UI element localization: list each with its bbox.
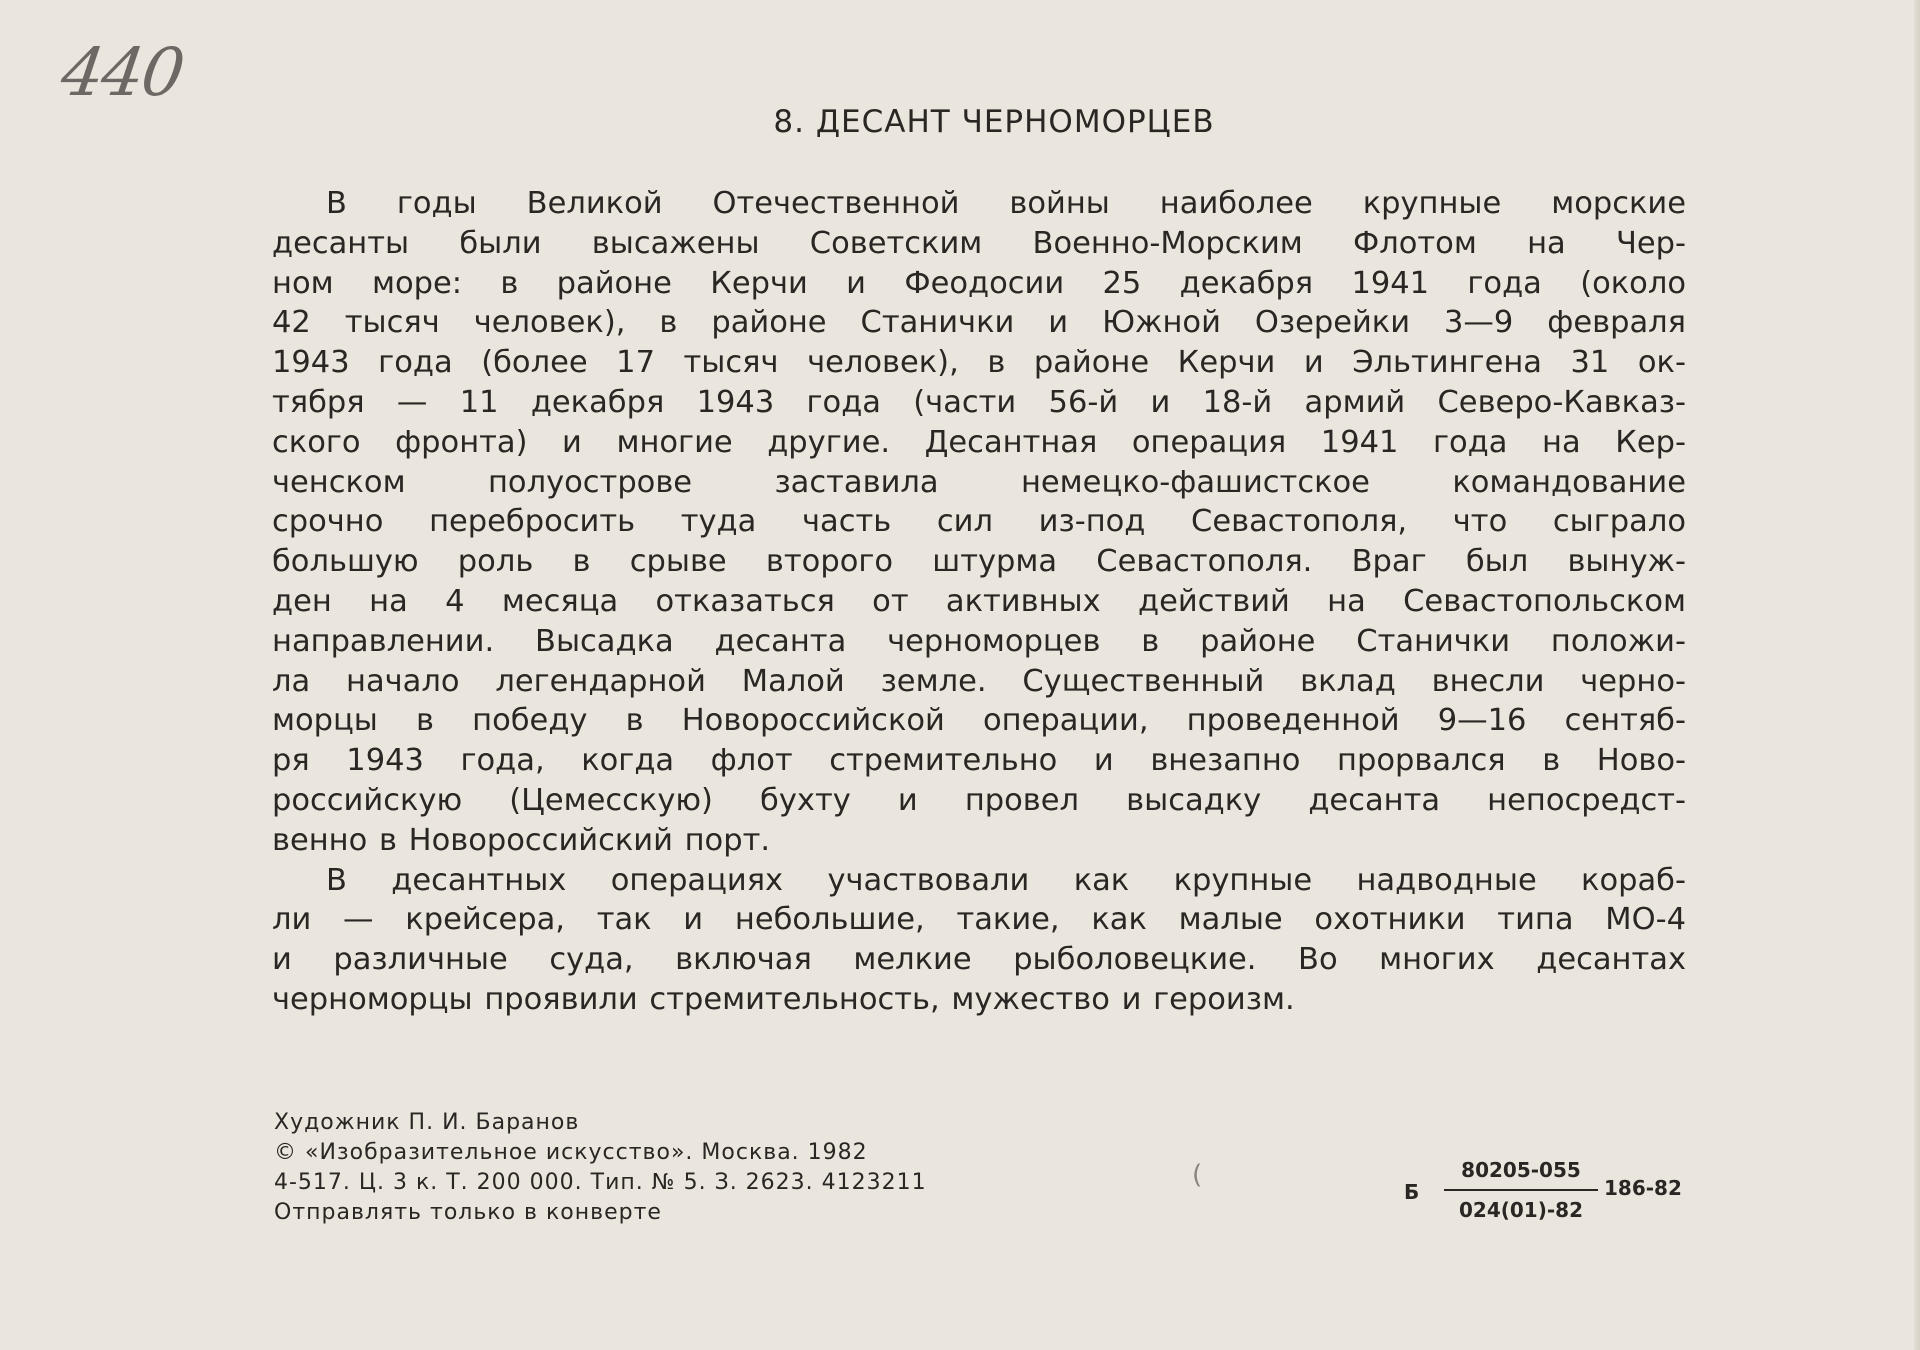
body-text bbox=[272, 184, 1686, 1020]
text-line: ского фронта) и многие другие. Десантная операция 1941 года на Кер- bbox=[272, 424, 1686, 460]
catalog-numerator: 80205-055 bbox=[1461, 1158, 1581, 1182]
text-line: ном море: в районе Керчи и Феодосии 25 декабря 1941 года (около bbox=[272, 265, 1686, 301]
page-title: 8. ДЕСАНТ ЧЕРНОМОРЦЕВ bbox=[773, 104, 1215, 140]
text-line: большую роль в срыве второго штурма Севастополя. Враг был вынуж- bbox=[272, 544, 1686, 580]
text-line: российскую (Цемесскую) бухту и провел высадку десанта непосредст- bbox=[272, 782, 1686, 818]
text-line: В десантных операциях участвовали как крупные надводные кораб- bbox=[326, 862, 1686, 898]
catalog-prefix: Б bbox=[1404, 1180, 1420, 1204]
text-line: 1943 года (более 17 тысяч человек), в районе Керчи и Эльтингена 31 ок- bbox=[272, 345, 1686, 381]
text-line: ла начало легендарной Малой земле. Существенный вклад внесли черно- bbox=[272, 663, 1686, 699]
mailing-note: Отправлять только в конверте bbox=[274, 1200, 662, 1225]
imprint-footer bbox=[274, 1108, 927, 1228]
text-line: ден на 4 месяца отказаться от активных действий на Севастопольском bbox=[272, 583, 1686, 619]
catalog-code bbox=[1404, 1158, 1684, 1224]
page-edge bbox=[1914, 0, 1920, 1350]
text-line: черноморцы проявили стремительность, мужество и героизм. bbox=[272, 981, 1295, 1017]
text-line: тября — 11 декабря 1943 года (части 56-й и 18-й армий Северо-Кавказ- bbox=[272, 384, 1686, 420]
text-line: 42 тысяч человек), в районе Станички и Южной Озерейки 3—9 февраля bbox=[272, 305, 1686, 341]
fraction-bar bbox=[1444, 1189, 1598, 1191]
text-line: и различные суда, включая мелкие рыболовецкие. Во многих десантах bbox=[272, 942, 1686, 978]
text-line: морцы в победу в Новороссийской операции, проведенной 9—16 сентяб- bbox=[272, 703, 1686, 739]
text-line: ченском полуострове заставила немецко-фашистское командование bbox=[272, 464, 1686, 500]
text-line: десанты были высажены Советским Военно-Морским Флотом на Чер- bbox=[272, 225, 1686, 261]
text-line: венно в Новороссийский порт. bbox=[272, 822, 771, 858]
text-line: В годы Великой Отечественной войны наиболее крупные морские bbox=[326, 186, 1686, 221]
catalog-suffix: 186-82 bbox=[1604, 1176, 1682, 1200]
artist-credit: Художник П. И. Баранов bbox=[274, 1110, 580, 1135]
text-line: направлении. Высадка десанта черноморцев в районе Станички положи- bbox=[272, 623, 1686, 659]
stray-mark: ( bbox=[1192, 1160, 1203, 1190]
print-info: 4-517. Ц. 3 к. Т. 200 000. Тип. № 5. З. 2623. 4123211 bbox=[274, 1170, 927, 1195]
text-line: срочно перебросить туда часть сил из-под Севастополя, что сыграло bbox=[272, 504, 1686, 540]
paragraph-1 bbox=[272, 184, 1686, 861]
publisher-line: © «Изобразительное искусство». Москва. 1982 bbox=[274, 1140, 868, 1165]
text-line: ли — крейсера, так и небольшие, такие, как малые охотники типа МО-4 bbox=[272, 902, 1686, 938]
paragraph-2 bbox=[272, 861, 1686, 1020]
text-line: ря 1943 года, когда флот стремительно и внезапно прорвался в Ново- bbox=[272, 743, 1686, 779]
catalog-denominator: 024(01)-82 bbox=[1459, 1198, 1583, 1222]
handwritten-note: 440 bbox=[56, 34, 188, 111]
